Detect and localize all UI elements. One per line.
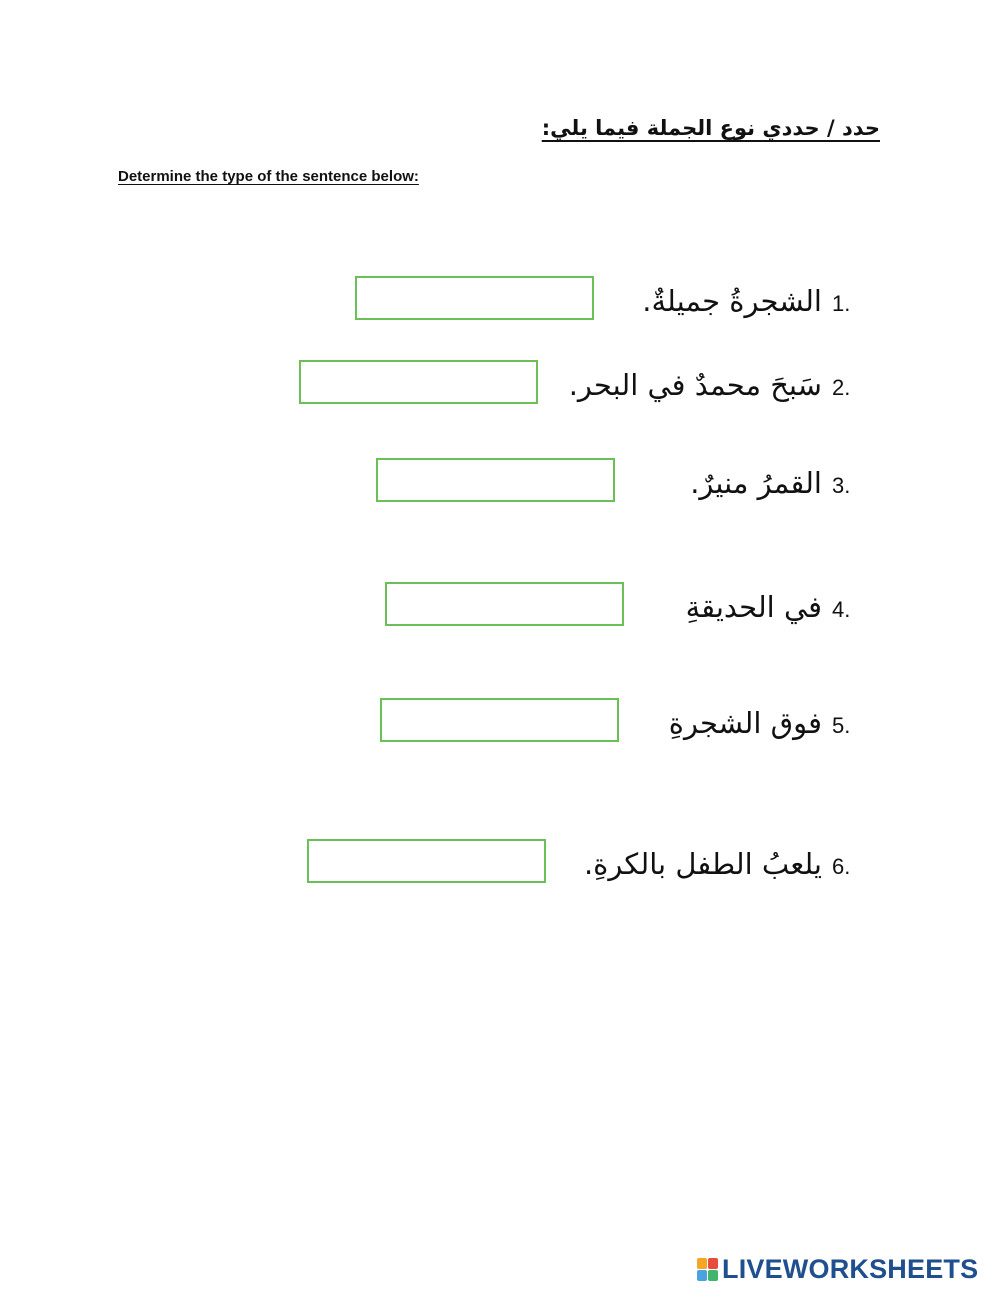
instruction-title-arabic: حدد / حددي نوع الجملة فيما يلي: — [541, 116, 880, 140]
question-number-6: 6. — [832, 854, 851, 880]
question-number-2: 2. — [832, 375, 851, 401]
question-text-4: في الحديقةِ — [685, 590, 822, 624]
answer-box-3[interactable] — [376, 458, 615, 502]
question-row-1 — [0, 276, 1000, 326]
question-number-1: 1. — [832, 291, 851, 317]
question-text-2: سَبحَ محمدٌ في البحر. — [568, 368, 822, 402]
answer-box-5[interactable] — [380, 698, 619, 742]
liveworksheets-logo-icon — [697, 1258, 718, 1281]
question-number-3: 3. — [832, 473, 851, 499]
question-row-4 — [0, 582, 1000, 632]
answer-box-4[interactable] — [385, 582, 624, 626]
question-row-2 — [0, 360, 1000, 410]
question-row-5 — [0, 698, 1000, 748]
logo-square-4 — [708, 1270, 718, 1281]
instruction-title-english: Determine the type of the sentence below: — [118, 168, 419, 185]
answer-box-1[interactable] — [355, 276, 594, 320]
answer-box-6[interactable] — [307, 839, 546, 883]
question-row-3 — [0, 458, 1000, 508]
question-text-6: يلعبُ الطفل بالكرةِ. — [583, 847, 822, 881]
answer-box-2[interactable] — [299, 360, 538, 404]
question-number-5: 5. — [832, 713, 851, 739]
question-text-3: القمرُ منيرٌ. — [690, 466, 822, 500]
question-text-1: الشجرةُ جميلةٌ. — [642, 284, 822, 318]
question-number-4: 4. — [832, 597, 851, 623]
logo-square-2 — [708, 1258, 718, 1269]
logo-square-3 — [697, 1270, 707, 1281]
question-row-6 — [0, 839, 1000, 889]
logo-text: LIVEWORKSHEETS — [722, 1253, 979, 1284]
liveworksheets-logo — [697, 1252, 978, 1286]
question-text-5: فوق الشجرةِ — [668, 706, 822, 740]
logo-square-1 — [697, 1258, 707, 1269]
